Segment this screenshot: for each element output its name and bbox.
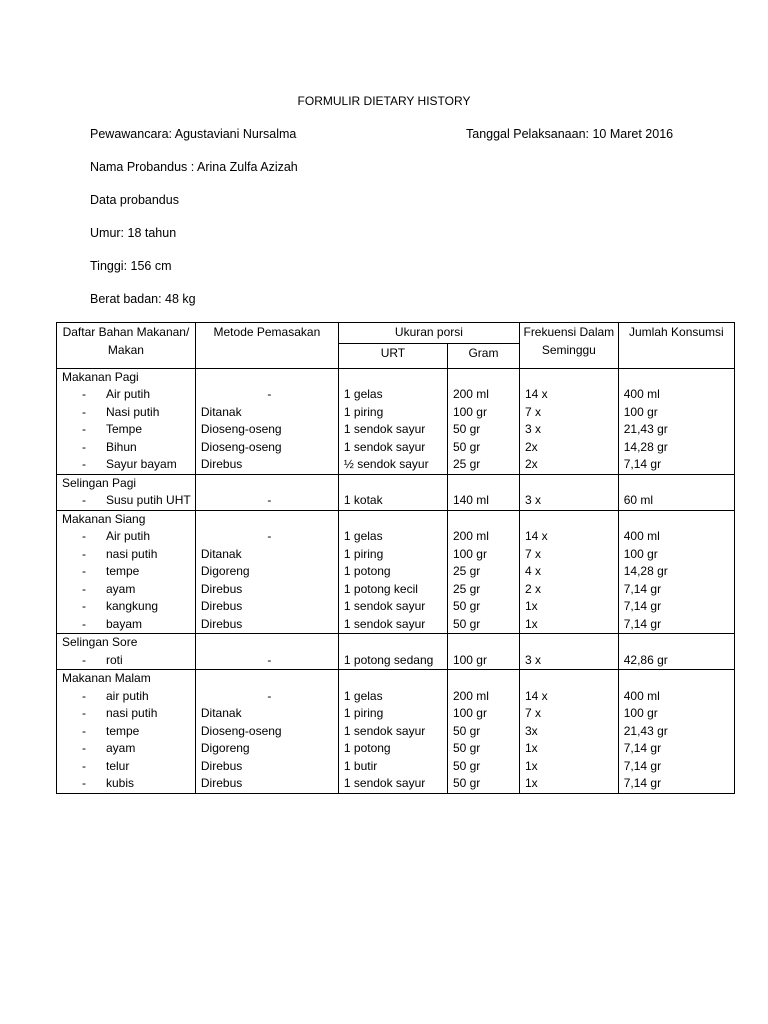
item-freq: 2 x: [524, 581, 541, 596]
item-total: 14,28 gr: [623, 564, 668, 578]
item-freq: 1x: [524, 741, 538, 755]
item-gram: 50 gr: [452, 422, 481, 436]
food-item-name: Nasi putih: [106, 404, 160, 419]
item-urt: 1 sendok sayur: [343, 723, 426, 738]
item-method: -: [267, 652, 272, 667]
item-gram: 25 gr: [452, 457, 481, 471]
item-gram: 200 ml: [452, 529, 489, 543]
food-item: [62, 563, 195, 581]
food-item: [62, 581, 195, 599]
cell-gram: [447, 670, 519, 794]
item-method: Dioseng-oseng: [200, 422, 282, 436]
cell-gram: [447, 510, 519, 634]
food-item: [62, 688, 195, 706]
item-urt: 1 kotak: [343, 493, 383, 507]
bullet-dash: -: [82, 741, 86, 755]
food-item-name: kangkung: [106, 599, 159, 613]
item-urt: 1 sendok sayur: [343, 439, 426, 454]
food-item: [62, 456, 195, 474]
bullet-dash: -: [82, 581, 86, 596]
bullet-dash: -: [82, 546, 86, 561]
cell-freq: [519, 634, 618, 670]
item-urt: 1 butir: [343, 758, 378, 773]
meal-section-title: Selingan Pagi: [62, 475, 137, 490]
food-item: [62, 616, 195, 634]
food-item-name: kubis: [106, 776, 135, 790]
cell-food: [57, 634, 196, 670]
cell-urt: [338, 474, 447, 510]
cell-total: [618, 510, 734, 634]
age-line: Umur: 18 tahun: [90, 226, 177, 240]
item-freq: 1x: [524, 599, 538, 613]
item-method: Digoreng: [200, 564, 250, 578]
item-gram: 200 ml: [452, 387, 489, 401]
food-item: [62, 652, 195, 670]
cell-total: [618, 368, 734, 474]
food-item-name: roti: [106, 652, 123, 667]
item-urt: 1 piring: [343, 404, 384, 419]
item-urt: 1 potong: [343, 741, 391, 755]
meal-section-row: [57, 634, 735, 670]
bullet-dash: -: [82, 723, 86, 738]
cell-urt: [338, 368, 447, 474]
bullet-dash: -: [82, 758, 86, 773]
item-method: -: [267, 493, 272, 507]
item-freq: 1x: [524, 616, 538, 631]
cell-food: [57, 474, 196, 510]
item-freq: 3 x: [524, 422, 541, 436]
item-urt: 1 piring: [343, 546, 384, 561]
bullet-dash: -: [82, 706, 86, 720]
table-body: [57, 368, 735, 793]
item-urt: 1 piring: [343, 706, 384, 720]
meal-section-row: [57, 368, 735, 474]
item-gram: 100 gr: [452, 706, 487, 720]
item-urt: ½ sendok sayur: [343, 457, 429, 471]
food-item: [62, 598, 195, 616]
item-urt: 1 potong sedang: [343, 652, 434, 667]
item-method: -: [267, 387, 272, 401]
food-item: [62, 740, 195, 758]
cell-method: [195, 670, 338, 794]
item-method: Dioseng-oseng: [200, 439, 282, 454]
meal-section-title: Selingan Sore: [62, 635, 138, 649]
cell-total: [618, 474, 734, 510]
item-gram: 100 gr: [452, 546, 487, 561]
food-item-name: ayam: [106, 581, 136, 596]
cell-freq: [519, 670, 618, 794]
item-total: 7,14 gr: [623, 599, 662, 613]
item-total: 100 gr: [623, 706, 658, 720]
header-frequency: Frekuensi Dalam Seminggu: [519, 323, 618, 369]
item-total: 7,14 gr: [623, 758, 662, 773]
item-total: 7,14 gr: [623, 616, 662, 631]
bullet-dash: -: [82, 599, 86, 613]
item-gram: 140 ml: [452, 493, 489, 507]
item-method: Direbus: [200, 616, 243, 631]
item-method: Dioseng-oseng: [200, 723, 282, 738]
date-line: Tanggal Pelaksanaan: 10 Maret 2016: [466, 127, 674, 141]
bullet-dash: -: [82, 404, 86, 419]
item-total: 400 ml: [623, 529, 660, 543]
food-item-name: Tempe: [106, 422, 143, 436]
item-method: Digoreng: [200, 741, 250, 755]
item-gram: 50 gr: [452, 758, 481, 773]
item-freq: 3 x: [524, 652, 541, 667]
item-total: 7,14 gr: [623, 741, 662, 755]
item-freq: 7 x: [524, 404, 541, 419]
item-method: Ditanak: [200, 404, 242, 419]
item-total: 42,86 gr: [623, 652, 668, 667]
item-freq: 1x: [524, 758, 538, 773]
food-item-name: bayam: [106, 616, 143, 631]
dietary-table: [56, 322, 735, 794]
bullet-dash: -: [82, 457, 86, 471]
item-freq: 14 x: [524, 387, 548, 401]
item-urt: 1 potong: [343, 564, 391, 578]
item-total: 14,28 gr: [623, 439, 668, 454]
item-freq: 3 x: [524, 493, 541, 507]
item-freq: 7 x: [524, 706, 541, 720]
cell-method: [195, 368, 338, 474]
bullet-dash: -: [82, 564, 86, 578]
item-total: 100 gr: [623, 404, 658, 419]
food-item-name: Bihun: [106, 439, 137, 454]
item-method: Direbus: [200, 758, 243, 773]
food-item: [62, 723, 195, 741]
bullet-dash: -: [82, 652, 86, 667]
header-portion: Ukuran porsi: [338, 323, 519, 344]
food-item-name: Air putih: [106, 387, 151, 401]
food-item-name: tempe: [106, 723, 140, 738]
item-gram: 50 gr: [452, 723, 481, 738]
item-freq: 3x: [524, 723, 538, 738]
food-item-name: tempe: [106, 564, 140, 578]
food-item-name: air putih: [106, 688, 149, 703]
cell-food: [57, 670, 196, 794]
item-gram: 50 gr: [452, 616, 481, 631]
meal-section-row: [57, 510, 735, 634]
cell-total: [618, 670, 734, 794]
item-total: 60 ml: [623, 493, 654, 507]
item-gram: 50 gr: [452, 439, 481, 454]
item-method: Ditanak: [200, 706, 242, 720]
item-total: 7,14 gr: [623, 457, 662, 471]
item-total: 100 gr: [623, 546, 658, 561]
bullet-dash: -: [82, 616, 86, 631]
food-item: [62, 421, 195, 439]
cell-food: [57, 510, 196, 634]
item-gram: 50 gr: [452, 776, 481, 790]
header-gram: Gram: [447, 343, 519, 368]
cell-method: [195, 474, 338, 510]
bullet-dash: -: [82, 422, 86, 436]
food-item: [62, 775, 195, 793]
item-method: Direbus: [200, 581, 243, 596]
bullet-dash: -: [82, 387, 86, 401]
cell-freq: [519, 510, 618, 634]
item-urt: 1 sendok sayur: [343, 599, 426, 613]
bullet-dash: -: [82, 529, 86, 543]
item-method: Direbus: [200, 457, 243, 471]
item-total: 7,14 gr: [623, 581, 662, 596]
cell-urt: [338, 634, 447, 670]
meal-section-title: Makanan Siang: [62, 511, 146, 526]
item-gram: 50 gr: [452, 741, 481, 755]
item-total: 7,14 gr: [623, 776, 662, 790]
cell-gram: [447, 634, 519, 670]
food-item-name: nasi putih: [106, 546, 158, 561]
item-method: Ditanak: [200, 546, 242, 561]
food-item: [62, 758, 195, 776]
item-freq: 2x: [524, 457, 538, 471]
food-item-name: Air putih: [106, 529, 151, 543]
item-freq: 2x: [524, 439, 538, 454]
cell-urt: [338, 510, 447, 634]
header-urt: URT: [338, 343, 447, 368]
page-title: FORMULIR DIETARY HISTORY: [297, 94, 471, 108]
food-item: [62, 705, 195, 723]
food-item-name: telur: [106, 758, 130, 773]
meal-section-row: [57, 670, 735, 794]
item-method: -: [267, 688, 272, 703]
item-freq: 7 x: [524, 546, 541, 561]
item-freq: 14 x: [524, 529, 548, 543]
item-gram: 100 gr: [452, 652, 487, 667]
cell-food: [57, 368, 196, 474]
bullet-dash: -: [82, 776, 86, 790]
cell-total: [618, 634, 734, 670]
item-total: 21,43 gr: [623, 422, 668, 436]
bullet-dash: -: [82, 688, 86, 703]
item-method: -: [267, 529, 272, 543]
header-total: Jumlah Konsumsi: [618, 323, 734, 369]
item-urt: 1 potong kecil: [343, 581, 418, 596]
data-label: Data probandus: [90, 193, 179, 207]
cell-freq: [519, 368, 618, 474]
item-freq: 4 x: [524, 564, 541, 578]
cell-gram: [447, 368, 519, 474]
cell-urt: [338, 670, 447, 794]
item-gram: 25 gr: [452, 564, 481, 578]
cell-freq: [519, 474, 618, 510]
header-food: Daftar Bahan Makanan/ Makan: [57, 323, 196, 369]
subject-name-line: Nama Probandus : Arina Zulfa Azizah: [90, 160, 298, 174]
food-item: [62, 528, 195, 546]
item-gram: 25 gr: [452, 581, 481, 596]
item-gram: 200 ml: [452, 688, 489, 703]
weight-line: Berat badan: 48 kg: [90, 292, 196, 306]
item-method: Direbus: [200, 776, 243, 790]
cell-method: [195, 510, 338, 634]
cell-method: [195, 634, 338, 670]
item-gram: 50 gr: [452, 599, 481, 613]
food-item: [62, 386, 195, 404]
height-line: Tinggi: 156 cm: [90, 259, 172, 273]
item-urt: 1 sendok sayur: [343, 616, 426, 631]
food-item: [62, 439, 195, 457]
item-urt: 1 sendok sayur: [343, 776, 426, 790]
bullet-dash: -: [82, 493, 86, 507]
food-item-name: nasi putih: [106, 706, 158, 720]
item-freq: 1x: [524, 776, 538, 790]
food-item-name: Sayur bayam: [106, 457, 177, 471]
interviewer-line: Pewawancara: Agustaviani Nursalma: [90, 127, 297, 141]
item-freq: 14 x: [524, 688, 548, 703]
bullet-dash: -: [82, 439, 86, 454]
cell-gram: [447, 474, 519, 510]
food-item-name: Susu putih UHT: [106, 493, 191, 507]
item-total: 400 ml: [623, 387, 660, 401]
item-urt: 1 gelas: [343, 688, 383, 703]
item-urt: 1 sendok sayur: [343, 422, 426, 436]
item-urt: 1 gelas: [343, 529, 383, 543]
food-item: [62, 492, 195, 510]
meal-section-title: Makanan Pagi: [62, 369, 139, 384]
food-item: [62, 546, 195, 564]
item-gram: 100 gr: [452, 404, 487, 419]
item-total: 21,43 gr: [623, 723, 668, 738]
food-item-name: ayam: [106, 741, 136, 755]
meal-section-title: Makanan Malam: [62, 671, 151, 685]
header-method: Metode Pemasakan: [195, 323, 338, 369]
item-method: Direbus: [200, 599, 243, 613]
item-total: 400 ml: [623, 688, 660, 703]
meal-section-row: [57, 474, 735, 510]
food-item: [62, 404, 195, 422]
item-urt: 1 gelas: [343, 387, 383, 401]
